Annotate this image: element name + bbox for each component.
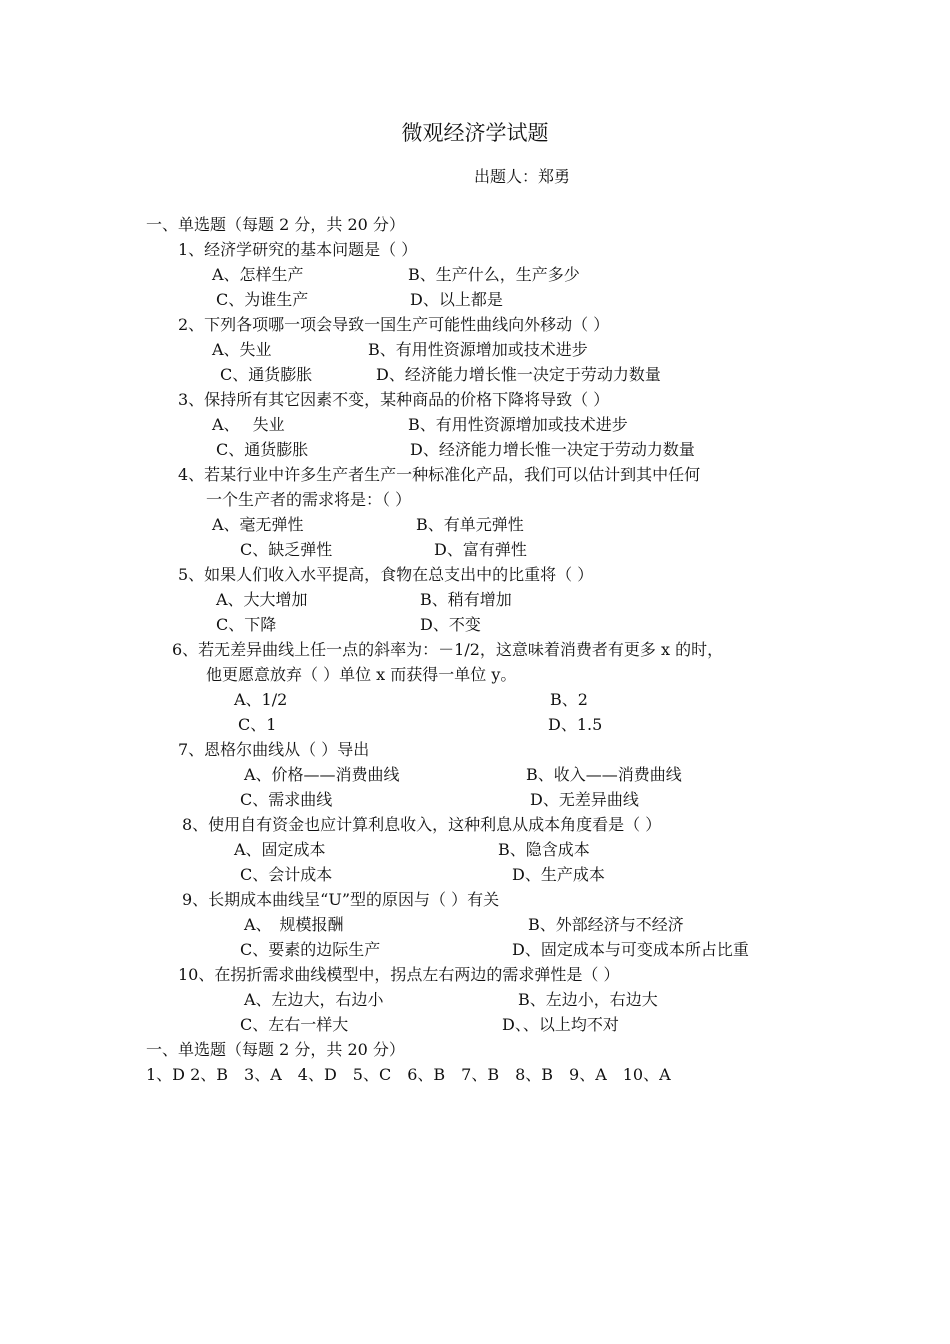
- option-b: B、隐含成本: [498, 840, 590, 859]
- answer-heading: 一、单选题（每题 2 分，共 20 分）: [146, 1040, 405, 1059]
- option-b: B、2: [550, 690, 588, 709]
- option-a: A、左边大，右边小: [244, 990, 384, 1009]
- option-b: B、有用性资源增加或技术进步: [368, 340, 588, 359]
- answer-key: 1、D 2、B 3、A 4、D 5、C 6、B 7、B 8、B 9、A 10、A: [146, 1065, 671, 1084]
- question-stem: 9、长期成本曲线呈“U”型的原因与（ ）有关: [182, 890, 500, 909]
- option-d: D、固定成本与可变成本所占比重: [512, 940, 749, 959]
- option-a: A、 规模报酬: [244, 915, 344, 934]
- option-a: A、怎样生产: [212, 265, 304, 284]
- option-c: C、为谁生产: [216, 290, 309, 309]
- option-c: C、需求曲线: [240, 790, 333, 809]
- option-d: D、富有弹性: [434, 540, 527, 559]
- option-c: C、下降: [216, 615, 277, 634]
- document-title: 微观经济学试题: [401, 121, 549, 145]
- option-a: A、 失业: [212, 415, 285, 434]
- option-d: D、无差异曲线: [530, 790, 639, 809]
- option-d: D、经济能力增长惟一决定于劳动力数量: [410, 440, 695, 459]
- question-stem: 3、保持所有其它因素不变，某种商品的价格下降将导致（ ）: [178, 390, 610, 409]
- question-stem: 4、若某行业中许多生产者生产一种标准化产品，我们可以估计到其中任何: [178, 465, 701, 484]
- question-stem: 8、使用自有资金也应计算利息收入，这种利息从成本角度看是（ ）: [182, 815, 662, 834]
- option-b: B、外部经济与不经济: [528, 915, 684, 934]
- option-c: C、要素的边际生产: [240, 940, 381, 959]
- option-a: A、大大增加: [216, 590, 308, 609]
- option-a: A、固定成本: [234, 840, 326, 859]
- option-a: A、价格——消费曲线: [244, 765, 400, 784]
- option-d: D、、以上均不对: [502, 1015, 619, 1034]
- option-b: B、生产什么，生产多少: [408, 265, 580, 284]
- author-line: 出题人：郑勇: [474, 167, 571, 186]
- question-stem: 7、恩格尔曲线从（ ）导出: [178, 740, 370, 759]
- option-c: C、通货膨胀: [216, 440, 309, 459]
- option-a: A、1/2: [234, 690, 288, 709]
- option-d: D、不变: [420, 615, 481, 634]
- question-stem-continued: 他更愿意放弃（ ）单位 x 而获得一单位 y。: [206, 665, 517, 684]
- option-d: D、生产成本: [512, 865, 605, 884]
- question-stem: 1、经济学研究的基本问题是（ ）: [178, 240, 418, 259]
- option-d: D、以上都是: [410, 290, 503, 309]
- section-heading: 一、单选题（每题 2 分，共 20 分）: [146, 215, 405, 234]
- option-b: B、稍有增加: [420, 590, 512, 609]
- option-d: D、经济能力增长惟一决定于劳动力数量: [376, 365, 661, 384]
- question-stem: 10、在拐折需求曲线模型中，拐点左右两边的需求弹性是（ ）: [178, 965, 620, 984]
- option-c: C、缺乏弹性: [240, 540, 333, 559]
- question-stem: 2、下列各项哪一项会导致一国生产可能性曲线向外移动（ ）: [178, 315, 610, 334]
- option-b: B、有单元弹性: [416, 515, 524, 534]
- question-stem: 6、若无差异曲线上任一点的斜率为：－1/2，这意味着消费者有更多 x 的时，: [172, 640, 724, 659]
- option-c: C、左右一样大: [240, 1015, 349, 1034]
- option-c: C、会计成本: [240, 865, 333, 884]
- option-b: B、收入——消费曲线: [526, 765, 682, 784]
- option-b: B、有用性资源增加或技术进步: [408, 415, 628, 434]
- option-c: C、1: [238, 715, 277, 734]
- option-d: D、1.5: [548, 715, 603, 734]
- option-c: C、通货膨胀: [220, 365, 313, 384]
- option-a: A、毫无弹性: [212, 515, 304, 534]
- question-stem-continued: 一个生产者的需求将是：（ ）: [206, 490, 412, 509]
- question-stem: 5、如果人们收入水平提高，食物在总支出中的比重将（ ）: [178, 565, 594, 584]
- option-a: A、失业: [212, 340, 272, 359]
- option-b: B、左边小，右边大: [518, 990, 658, 1009]
